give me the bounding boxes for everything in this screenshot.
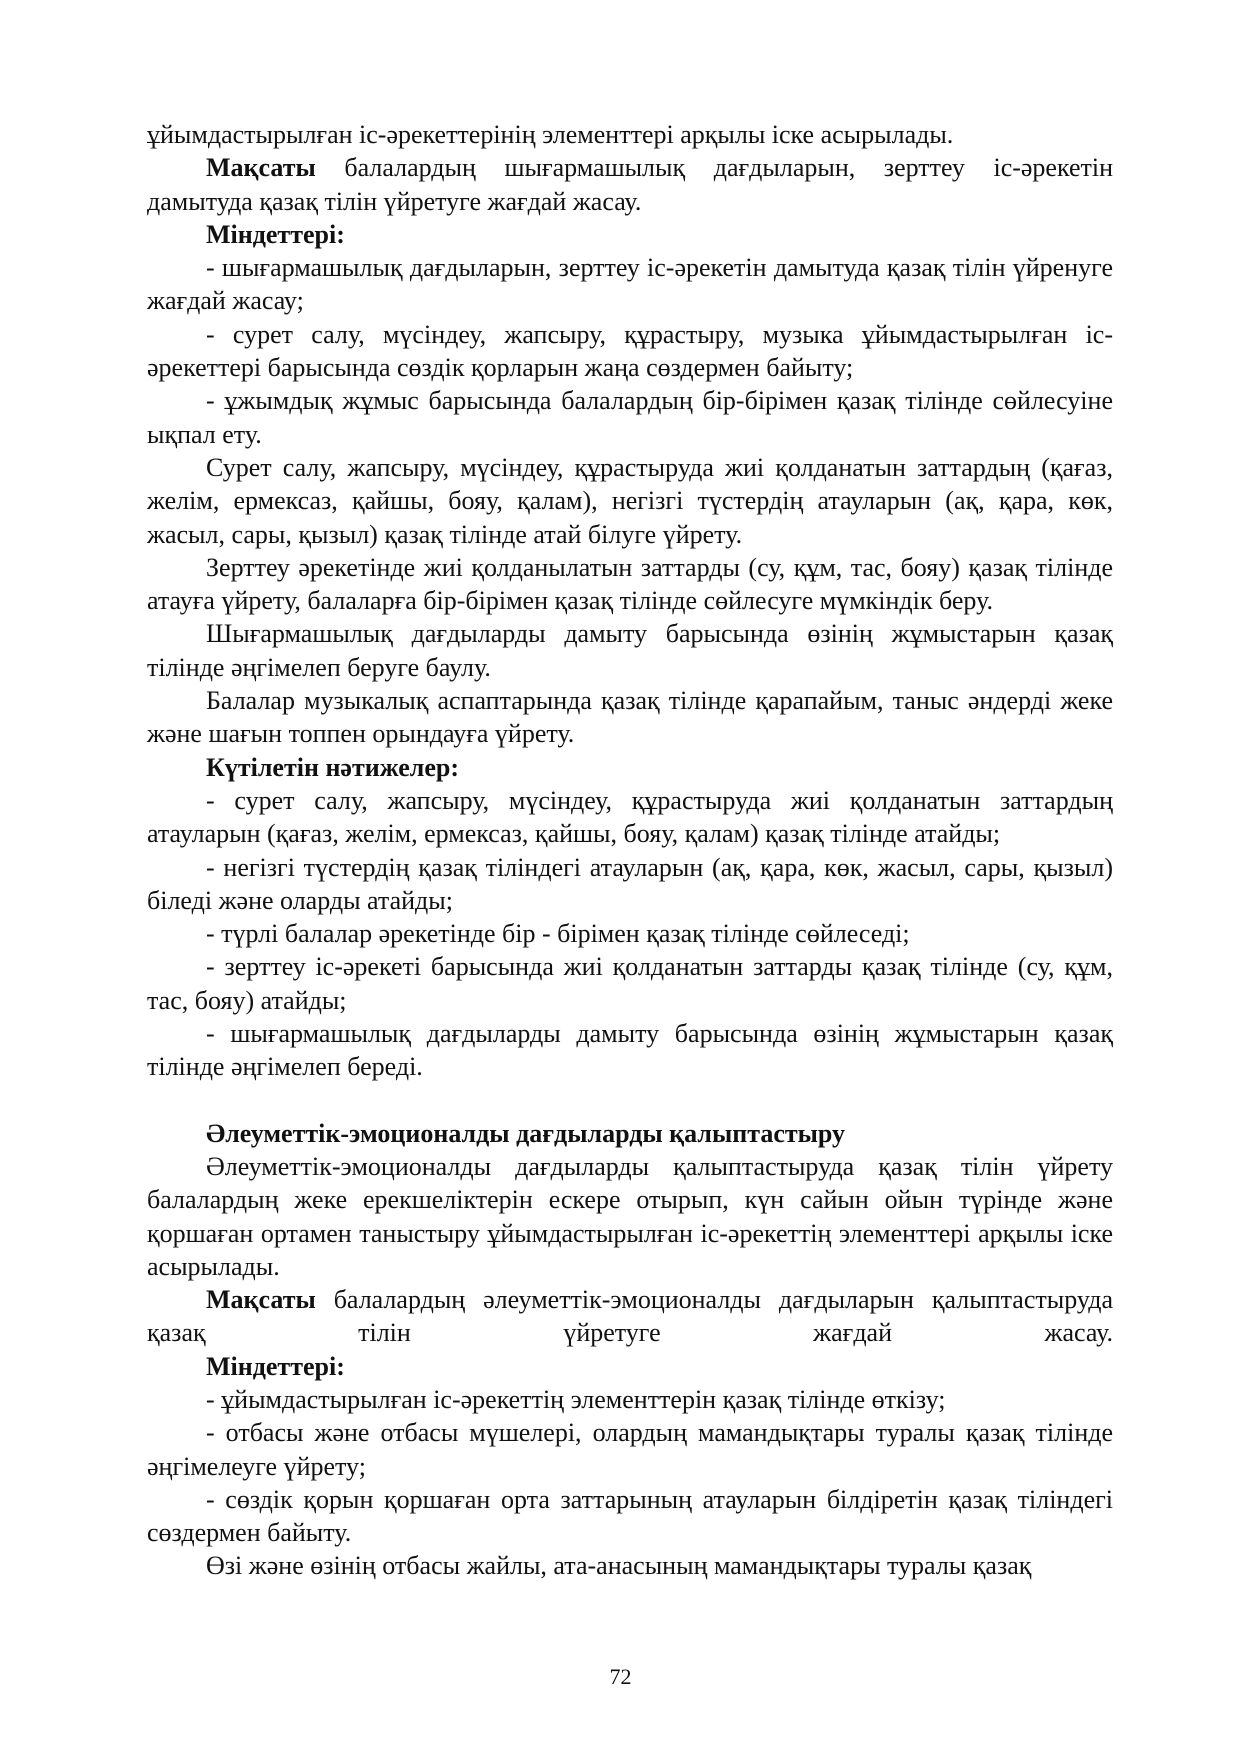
goal-label: Мақсаты	[206, 153, 316, 183]
list-item: - түрлі балалар әрекетінде бір - бірімен қазақ тілінде сөйлеседі;	[206, 919, 910, 949]
list-item: - негізгі түстердің қазақ тіліндегі атауларын (ақ, қара, көк, жасыл, сары, қызыл) біледі және оларды атайды;	[147, 852, 1113, 915]
paragraph: Зерттеу әрекетінде жиі қолданылатын заттарды (су, құм, тас, бояу) қазақ тілінде атауға үйрету, балаларға бір-бірімен қазақ тілінде сөйлесуге мүмкіндік беру.	[147, 552, 1113, 616]
paragraph-goal	[147, 1283, 1113, 1350]
paragraph: Балалар музыкалық аспаптарында қазақ тілінде қарапайым, таныс әндерді жеке және шағын топпен орындауға үйрету.	[147, 686, 1113, 749]
list-item: - шығармашылық дағдыларды дамыту барысында өзінің жұмыстарын қазақ тілінде әңгімелеп береді.	[147, 1019, 1113, 1082]
paragraph: ұйымдастырылған іс-әрекеттерінің элементтері арқылы іске асырылады.	[147, 120, 954, 149]
tasks-heading: Міндеттері:	[206, 219, 345, 249]
results-heading: Күтілетін нәтижелер:	[206, 752, 460, 782]
goal-text: балалардың әлеуметтік-эмоционалды дағдыларын қалыптастыруда қазақ тілін үйретуге жағдай жасау.	[147, 1285, 1113, 1348]
list-item: - ұжымдық жұмыс барысында балалардың бір-бірімен қазақ тілінде сөйлесуіне ықпал ету.	[147, 386, 1113, 449]
goal-label: Мақсаты	[206, 1285, 316, 1315]
list-item: - зерттеу іс-әрекеті барысында жиі қолданатын заттарды қазақ тілінде (су, құм, тас, бояу) атайды;	[147, 952, 1113, 1015]
list-item: - шығармашылық дағдыларын, зерттеу іс-әрекетін дамытуда қазақ тілін үйренуге жағдай жасау;	[147, 253, 1113, 316]
section-heading: Әлеуметтік-эмоционалды дағдыларды қалыптастыру	[206, 1118, 846, 1148]
page-number: 72	[609, 1664, 632, 1689]
list-item: - сурет салу, мүсіндеу, жапсыру, құрастыру, музыка ұйымдастырылған іс-әрекеттері барысында сөздік қорларын жаңа сөздермен байыту;	[147, 319, 1113, 383]
list-item: - ұйымдастырылған іс-әрекеттің элементтерін қазақ тілінде өткізу;	[206, 1384, 946, 1414]
list-item: - отбасы және отбасы мүшелері, олардың мамандықтары туралы қазақ тілінде әңгімелеуге үйрету;	[147, 1418, 1113, 1481]
section-gap	[147, 1084, 1113, 1117]
paragraph: Өзі және өзінің отбасы жайлы, ата-анасының мамандықтары туралы қазақ	[206, 1551, 1032, 1581]
goal-text: балалардың шығармашылық дағдыларын, зерттеу іс-әрекетін дамытуда қазақ тілін үйретуге жағдай жасау.	[147, 153, 1113, 216]
tasks-heading: Міндеттері:	[206, 1351, 345, 1381]
list-item: - сөздік қорын қоршаған орта заттарының атауларын білдіретін қазақ тіліндегі сөздермен байыту.	[147, 1484, 1113, 1548]
paragraph: Әлеуметтік-эмоционалды дағдыларды қалыптастыруда қазақ тілін үйрету балалардың жеке ерекшеліктерін ескере отырып, күн сайын ойын түрінде және қоршаған ортамен таныстыру ұйымдастырылған іс-әрекеттің элементтері арқылы іске асырылады.	[147, 1151, 1113, 1281]
paragraph: Сурет салу, жапсыру, мүсіндеу, құрастыруда жиі қолданатын заттардың (қағаз, желім, ермексаз, қайшы, бояу, қалам), негізгі түстердің атауларын (ақ, қара, көк, жасыл, сары, қызыл) қазақ тілінде атай білуге үйрету.	[147, 452, 1113, 549]
paragraph: Шығармашылық дағдыларды дамыту барысында өзінің жұмыстарын қазақ тілінде әңгімелеп беруге баулу.	[147, 619, 1113, 682]
list-item: - сурет салу, жапсыру, мүсіндеу, құрастыруда жиі қолданатын заттардың атауларын (қағаз, желім, ермексаз, қайшы, бояу, қалам) қазақ тілінде атайды;	[147, 785, 1113, 849]
document-page	[147, 118, 1113, 1583]
paragraph-goal	[147, 151, 1113, 218]
